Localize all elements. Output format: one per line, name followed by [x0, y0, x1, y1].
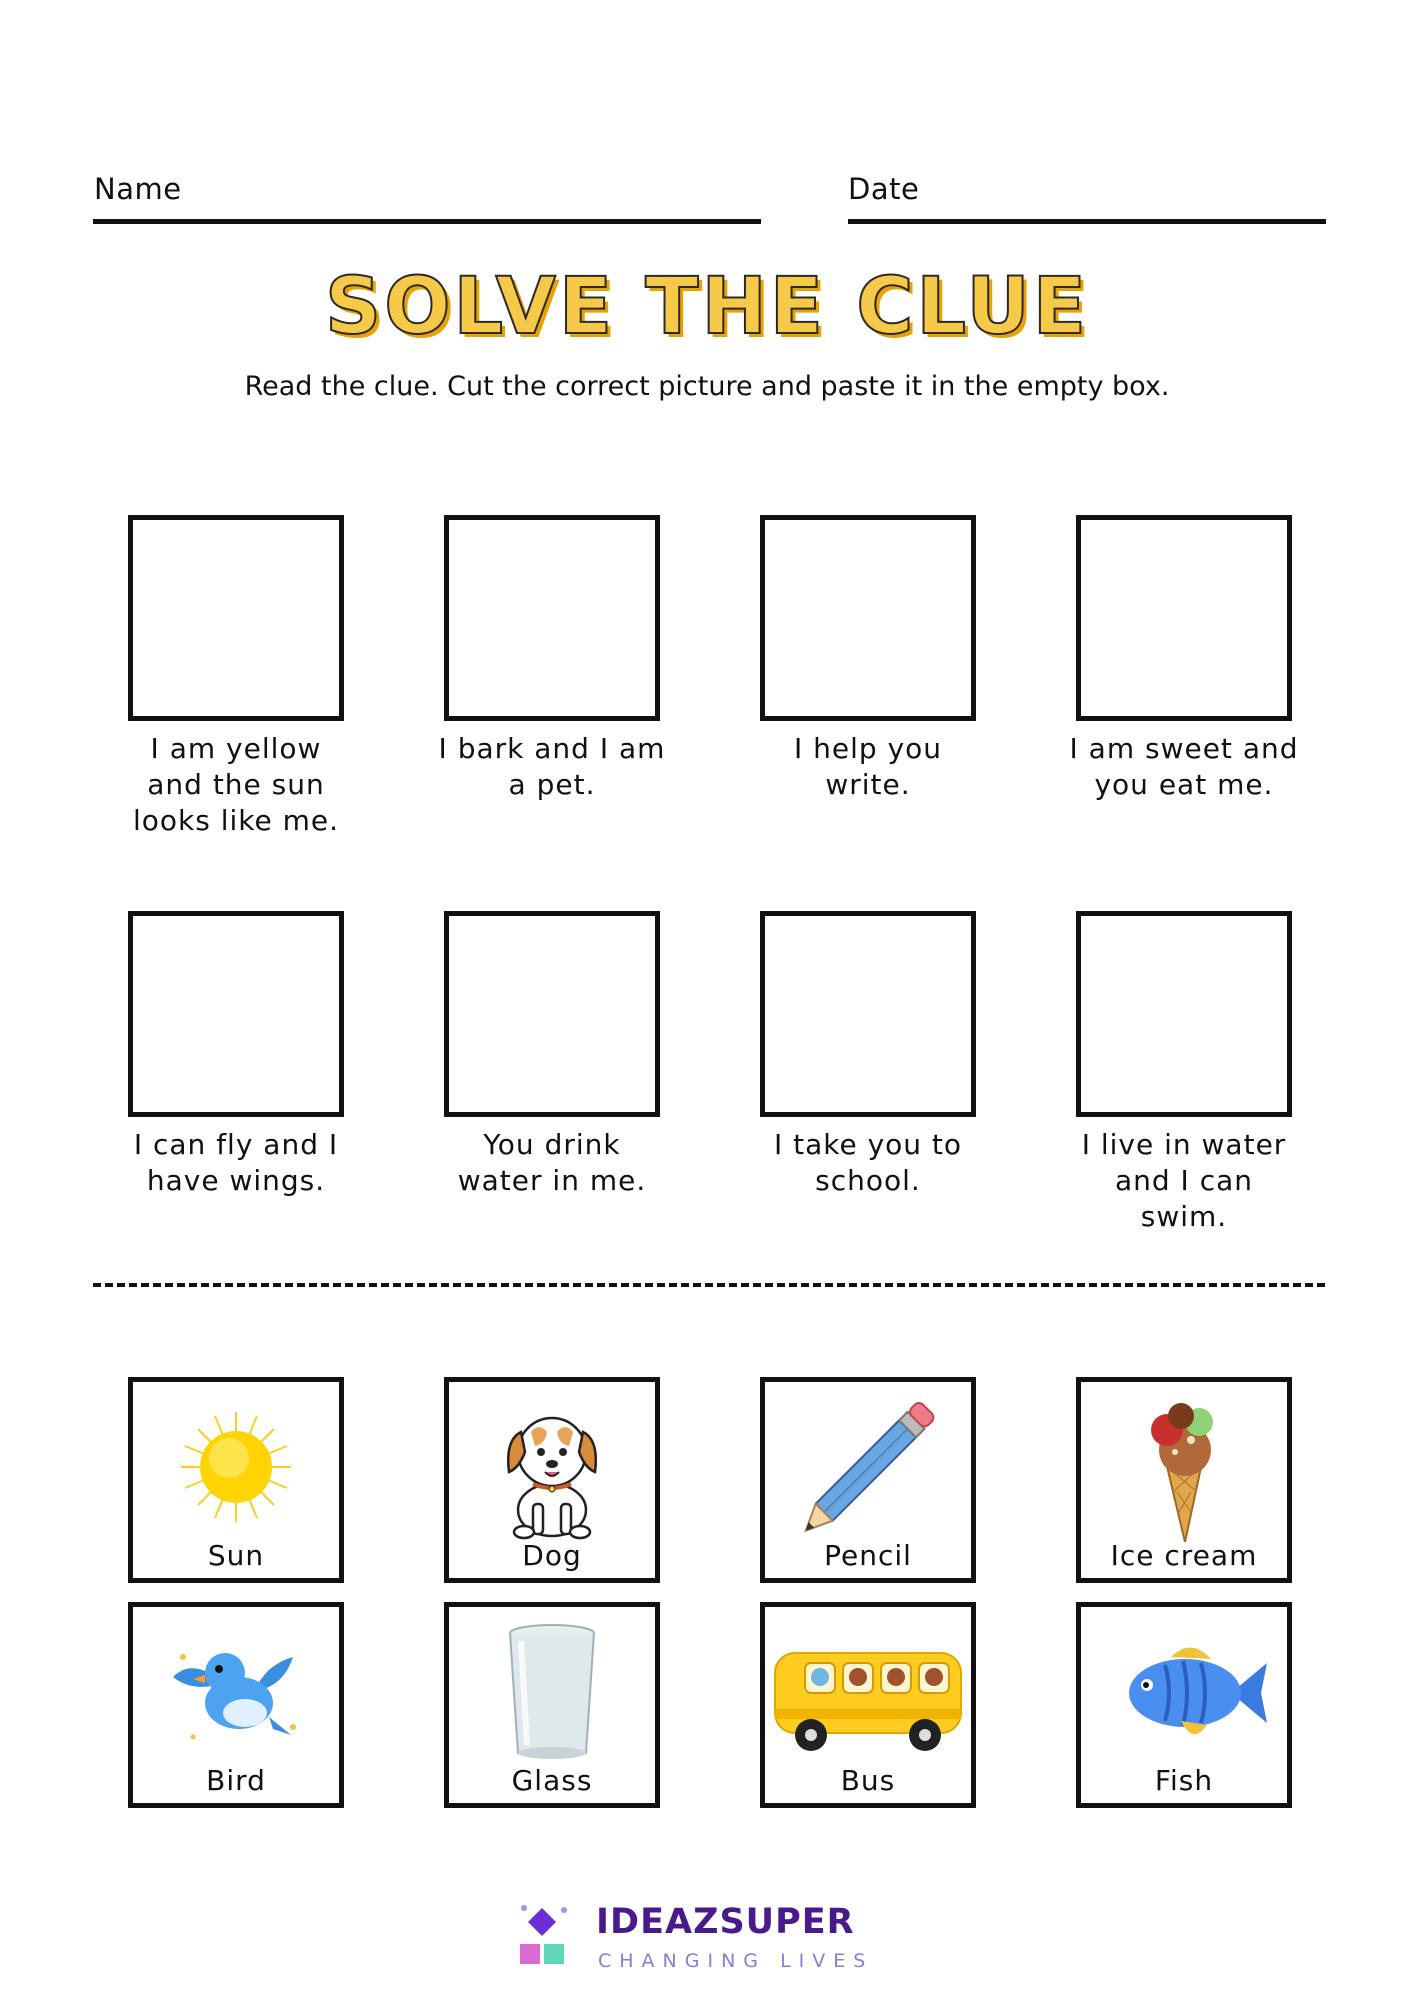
clue-cell [760, 515, 976, 803]
clue-cell [444, 911, 660, 1199]
bird-icon [133, 1617, 339, 1767]
paste-box[interactable] [1076, 515, 1292, 721]
ice-cream-icon [1081, 1392, 1287, 1542]
clue-text: I live in water and I can swim. [1081, 1128, 1287, 1233]
paste-box[interactable] [128, 911, 344, 1117]
name-label: Name [94, 172, 182, 206]
instructions-text: Read the clue. Cut the correct picture and paste it in the empty box. [244, 371, 1170, 402]
clue-text: I can fly and I have wings. [133, 1128, 339, 1197]
picture-label: Bird [206, 1764, 266, 1797]
picture-card-dog[interactable] [444, 1377, 660, 1583]
cut-line [93, 1283, 1325, 1287]
picture-label: Glass [511, 1764, 593, 1797]
clue-text: You drink water in me. [457, 1128, 647, 1197]
paste-box[interactable] [760, 515, 976, 721]
clue-cell [1076, 911, 1292, 1235]
paste-box[interactable] [1076, 911, 1292, 1117]
clue-cell [1069, 515, 1299, 803]
clue-cell [128, 911, 344, 1199]
logo-name: IDEAZSUPER [596, 1902, 855, 1942]
picture-card-sun[interactable] [128, 1377, 344, 1583]
clue-text: I help you write. [793, 732, 943, 801]
bus-icon [765, 1617, 971, 1767]
paste-box[interactable] [444, 515, 660, 721]
clue-cell [438, 515, 666, 803]
clue-text: I am yellow and the sun looks like me. [132, 732, 340, 837]
sun-icon [133, 1392, 339, 1542]
picture-card-fish[interactable] [1076, 1602, 1292, 1808]
glass-icon [449, 1617, 655, 1767]
clue-cell [760, 911, 976, 1199]
title-text: SOLVE THE CLUE [325, 262, 1089, 352]
pencil-icon [765, 1392, 971, 1542]
logo-mark-icon [512, 1900, 592, 1980]
picture-card-ice-cream[interactable] [1076, 1377, 1292, 1583]
clue-text: I bark and I am a pet. [438, 732, 666, 801]
picture-label: Dog [522, 1539, 582, 1572]
date-label: Date [848, 172, 920, 206]
picture-card-bus[interactable] [760, 1602, 976, 1808]
logo-tagline: CHANGING LIVES [598, 1950, 874, 1972]
picture-label: Fish [1154, 1764, 1214, 1797]
picture-label: Sun [207, 1539, 265, 1572]
clue-text: I am sweet and you eat me. [1069, 732, 1299, 801]
paste-box[interactable] [760, 911, 976, 1117]
clue-cell [128, 515, 344, 839]
picture-label: Ice cream [1110, 1539, 1258, 1572]
dog-icon [449, 1392, 655, 1542]
picture-label: Pencil [824, 1539, 912, 1572]
date-line[interactable] [848, 219, 1326, 224]
worksheet-title [0, 262, 1414, 352]
paste-box[interactable] [128, 515, 344, 721]
picture-card-bird[interactable] [128, 1602, 344, 1808]
fish-icon [1081, 1617, 1287, 1767]
name-line[interactable] [93, 219, 761, 224]
picture-card-pencil[interactable] [760, 1377, 976, 1583]
brand-logo [512, 1900, 912, 1980]
paste-box[interactable] [444, 911, 660, 1117]
picture-label: Bus [840, 1764, 896, 1797]
clue-text: I take you to school. [773, 1128, 963, 1197]
picture-card-glass[interactable] [444, 1602, 660, 1808]
